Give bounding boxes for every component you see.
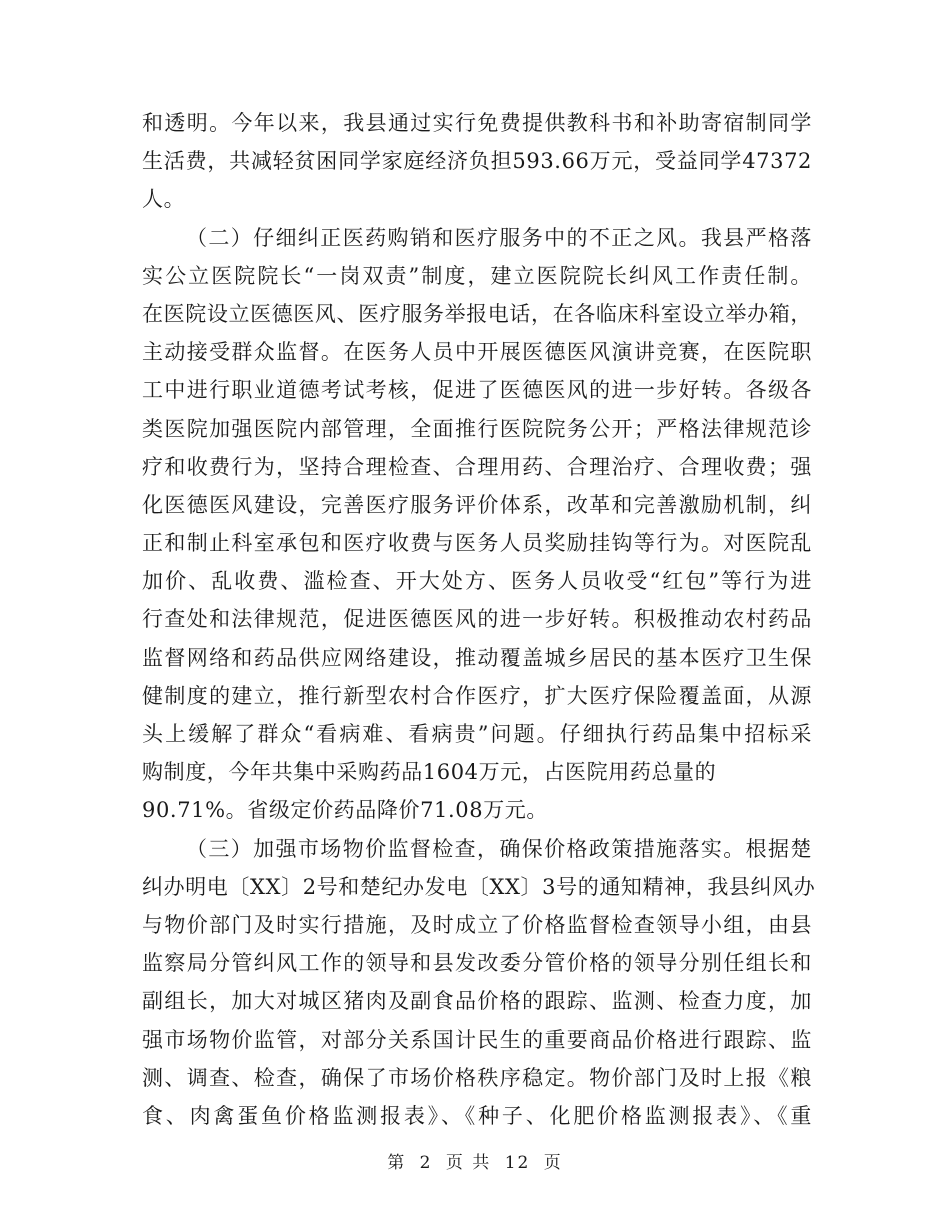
footer-suffix: 页: [543, 1153, 563, 1173]
paragraph-start-line: （三）加强市场物价监督检查，确保价格政策措施落实。根据楚: [186, 836, 812, 861]
text-line: 在医院设立医德医风、医疗服务举报电话，在各临床科室设立举办箱，: [142, 301, 812, 326]
document-body: [142, 104, 816, 1135]
text-line: 强市场物价监管，对部分关系国计民生的重要商品价格进行跟踪、监: [142, 1027, 812, 1052]
text-line: 工中进行职业道德考试考核，促进了医德医风的进一步好转。各级各: [142, 378, 812, 403]
footer-middle: 页 共: [445, 1153, 492, 1173]
page-footer: [0, 1148, 950, 1173]
total-page-count: 12: [504, 1153, 531, 1173]
text-line: 副组长，加大对城区猪肉及副食品价格的跟踪、监测、检查力度，加: [142, 989, 812, 1014]
text-line: 监察局分管纠风工作的领导和县发改委分管价格的领导分别任组长和: [142, 951, 812, 976]
text-line: 食、肉禽蛋鱼价格监测报表》、《种子、化肥价格监测报表》、《重: [142, 1103, 812, 1128]
text-line: 测、调查、检查，确保了市场价格秩序稳定。物价部门及时上报《粮: [142, 1065, 812, 1090]
text-line: 实公立医院院长“一岗双责”制度，建立医院院长纠风工作责任制。: [142, 263, 812, 288]
text-line: 和透明。今年以来，我县通过实行免费提供教科书和补助寄宿制同学: [142, 111, 812, 135]
text-line: 购制度，今年共集中采购药品1604万元，占医院用药总量的: [142, 760, 717, 785]
text-line: 类医院加强医院内部管理，全面推行医院院务公开；严格法律规范诊: [142, 416, 812, 441]
text-line: 纠办明电〔XX〕2号和楚纪办发电〔XX〕3号的通知精神，我县纠风办: [142, 874, 816, 899]
text-line: 与物价部门及时实行措施，及时成立了价格监督检查领导小组，由县: [142, 912, 812, 937]
text-line: 行查处和法律规范，促进医德医风的进一步好转。积极推动农村药品: [142, 607, 812, 632]
text-line: 健制度的建立，推行新型农村合作医疗，扩大医疗保险覆盖面，从源: [142, 683, 812, 708]
current-page-number: 2: [419, 1153, 433, 1173]
paragraph-start-line: （二）仔细纠正医药购销和医疗服务中的不正之风。我县严格落: [186, 225, 812, 250]
text-line: 主动接受群众监督。在医务人员中开展医德医风演讲竞赛，在医院职: [142, 340, 812, 365]
text-line: 90.71%。省级定价药品降价71.08万元。: [142, 798, 548, 823]
text-line: 监督网络和药品供应网络建设，推动覆盖城乡居民的基本医疗卫生保: [142, 645, 812, 670]
text-line: 人。: [142, 187, 186, 212]
text-line: 头上缓解了群众“看病难、看病贵”问题。仔细执行药品集中招标采: [142, 722, 812, 746]
text-line: 疗和收费行为，坚持合理检查、合理用药、合理治疗、合理收费；强: [142, 454, 812, 479]
text-line: 加价、乱收费、滥检查、开大处方、医务人员收受“红包”等行为进: [142, 569, 812, 594]
text-line: 正和制止科室承包和医疗收费与医务人员奖励挂钩等行为。对医院乱: [142, 531, 812, 556]
text-line: 生活费，共减轻贫困同学家庭经济负担593.66万元，受益同学47372: [142, 149, 812, 174]
footer-prefix: 第: [387, 1153, 407, 1173]
text-line: 化医德医风建设，完善医疗服务评价体系，改革和完善激励机制，纠: [142, 492, 812, 517]
